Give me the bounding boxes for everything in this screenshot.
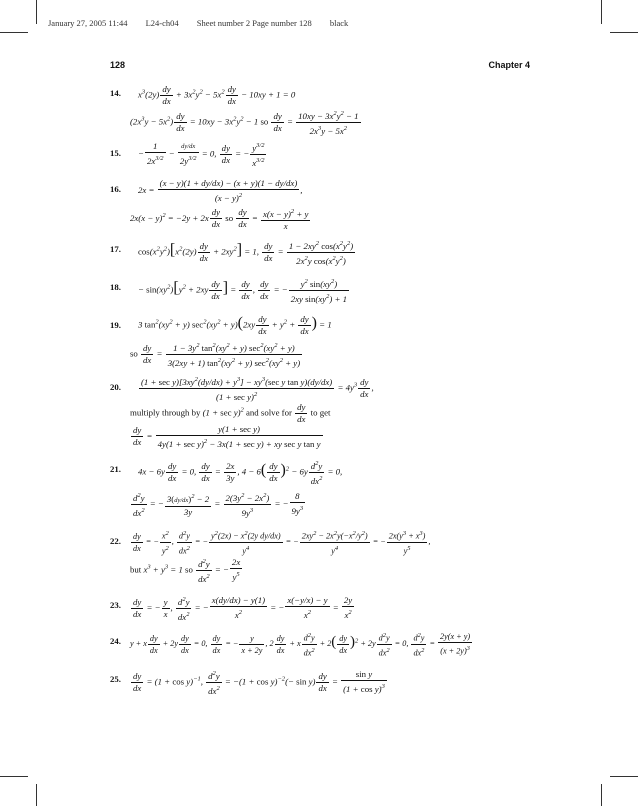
equation-line: $\frac{dy}{dx}$ = $\frac{\text{y(1 + sec y)}}{4y(1 + \sec y)^2 - 3x(1 + \sec y) + xy \sec y \tan y}$ [133, 424, 321, 449]
crop-mark [610, 32, 638, 33]
equation-line: so $\frac{dy}{dx}$ = $\frac{1 - 3y^2 \tan^2(xy^2 + y) \sec^2(xy^2 + y)}{3(2xy + 1) \tan^2(xy^2 + y) \sec^2(xy^2 + y)}$ [130, 342, 301, 368]
problem-number: 16. [110, 184, 121, 194]
equation-line: $\frac{dy}{dx}$ = $(1 + \cos y)^{-1}$, $\frac{d^2y}{dx^2}$ = $-(1 + \cos y)^{-2}(- \sin y)$ $\frac{dy}{dx}$ = $\frac{\text{sin y}}{(1 + \cos y)^3}$ [133, 669, 385, 696]
crop-mark [610, 776, 638, 777]
page-header [110, 60, 530, 70]
equation-line: 2x = $\frac{(x - y)(1 + dy/dx) - (x + y)(1 - dy/dx)}{(x - y)^2}$ , [138, 178, 303, 203]
equation-line: $\frac{(1 + \sec y)[3xy^2(dy/dx) + y^3] - xy^3(\sec y \tan y)(dy/dx)}{(1 + \sec y)^2}$ = $4y^3$ $\frac{dy}{dx}$ , [141, 376, 374, 402]
problem-number: 22. [110, 536, 121, 546]
equation-line: $\frac{d^2y}{dx^2}$ = − $\frac{3(dy/dx)^2 - 2}{3y}$ = $\frac{2(3y^2 - 2x^2)}{9y^3}$ = − $\frac{8}{9y^3}$ [133, 491, 304, 518]
equation-line: 3 $\tan^2(xy^2 + y) \sec^2(xy^2 + y)(2xy$ $\frac{dy}{dx}$ + $y^2$ + $\frac{dy}{dx}$ ) = 1 [138, 314, 332, 336]
header-file: L24-ch04 [145, 18, 179, 28]
equation-line: y + x $\frac{dy}{dx}$ + 2y $\frac{dy}{dx}$ = 0, $\frac{dy}{dx}$ = − $\frac{y}{x + 2y}$ , 2 $\frac{dy}{dx}$ + x $\frac{d^2y}{dx^2}$ + 2( $\frac{dy}{dx}$ )$^2$ + 2y $\frac{d^2y}{dx^2}$ = 0, $\frac{d^2y}{dx^2}$ = $\frac{2y(x + y)}{(x + 2y)^3}$ [130, 632, 471, 658]
crop-mark [601, 784, 602, 806]
equation-line: − $\sin(xy^2)[y^2 + 2xy$ $\frac{dy}{dx}$ ] = $\frac{dy}{dx}$ , $\frac{dy}{dx}$ = − $\frac{y^2 \sin(xy^2)}{2xy \sin(xy^2) + 1}$ [138, 278, 348, 304]
crop-mark [36, 784, 37, 806]
problem-number: 25. [110, 674, 121, 684]
problem-number: 15. [110, 148, 121, 158]
problem-number: 19. [110, 320, 121, 330]
print-header [48, 18, 364, 28]
chapter-title: Chapter 4 [488, 60, 530, 70]
equation-line: $2x(x - y)^2 = -2y + 2x$ $\frac{dy}{dx}$ so $\frac{dy}{dx}$ = $\frac{x(x - y)^2 + y}{x}$ [130, 207, 309, 231]
header-color: black [329, 18, 349, 28]
equation-line: $\cos(x^2y^2)[x^2(2y)$ $\frac{dy}{dx}$ + $2xy^2] = 1$, $\frac{dy}{dx}$ = $\frac{1 - 2xy^2 \cos(x^2y^2)}{2x^2y \cos(x^2y^2)}$ [138, 240, 354, 266]
equation-line: − $\frac{1}{2x^{3/2}}$ − $\frac{dy/dx}{2y^{3/2}}$ = 0, $\frac{dy}{dx}$ = − $\frac{y^{3/2}}{x^{3/2}}$ [138, 141, 265, 168]
crop-mark [36, 0, 37, 24]
page-number: 128 [110, 60, 126, 70]
equation-line: but $x^3 + y^3 = 1$ so $\frac{d^2y}{dx^2}$ = − $\frac{2x}{y^5}$ [130, 557, 241, 584]
problem-number: 17. [110, 244, 121, 254]
equation-line: $x^3(2y)$ $\frac{dy}{dx}$ + $3x^2y^2 - 5x^2$ $\frac{dy}{dx}$ − 10xy + 1 = 0 [138, 84, 296, 106]
problem-number: 18. [110, 282, 121, 292]
crop-mark [0, 776, 28, 777]
problem-number: 24. [110, 636, 121, 646]
equation-line: multiply through by $(1 + \sec y)^2$ and solve for $\frac{dy}{dx}$ to get [130, 402, 331, 424]
problem-number: 20. [110, 382, 121, 392]
problem-number: 14. [110, 88, 121, 98]
problem-number: 23. [110, 600, 121, 610]
equation-line: $\frac{dy}{dx}$ = − $\frac{y}{x}$ , $\frac{d^2y}{dx^2}$ = − $\frac{x(dy/dx) - y(1)}{x^2}$ = − $\frac{x(-y/x) - y}{x^2}$ = $\frac{2y}{x^2}$ [133, 595, 353, 622]
crop-mark [601, 0, 602, 24]
crop-mark [0, 32, 28, 33]
equation-line: 4x − 6y $\frac{dy}{dx}$ = 0, $\frac{dy}{dx}$ = $\frac{2x}{3y}$ , 4 − 6( $\frac{dy}{dx}$ )$^2$ − 6y $\frac{d^2y}{dx^2}$ = 0, [138, 460, 343, 486]
equation-line: $(2x^3y - 5x^2)$ $\frac{dy}{dx}$ = $10xy - 3x^2y^2 - 1$ so $\frac{dy}{dx}$ = $\frac{10xy - 3x^2y^2 - 1}{2x^3y - 5x^2}$ [130, 110, 359, 136]
header-sheet: Sheet number 2 Page number 128 [196, 18, 312, 28]
problem-number: 21. [110, 464, 121, 474]
equation-line: $\frac{dy}{dx}$ = − $\frac{x^2}{y^2}$ , $\frac{d^2y}{dx^2}$ = − $\frac{y^2(2x) - x^2(2y dy/dx)}{y^4}$ = − $\frac{2xy^2 - 2x^2y(-x^2/y^2)}{y^4}$ = − $\frac{2x(y^3 + x^3)}{y^5}$ , [133, 530, 431, 556]
header-date: January 27, 2005 11:44 [48, 18, 128, 28]
